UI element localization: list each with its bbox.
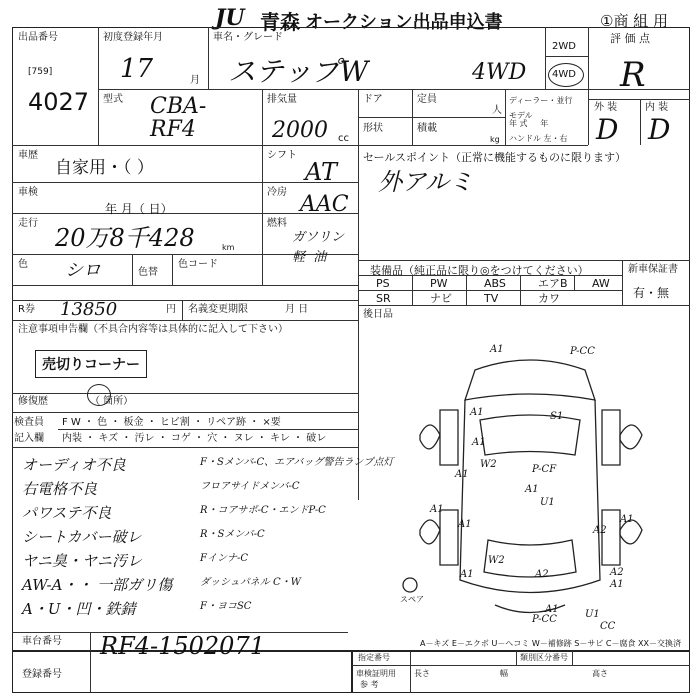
person-label: 人 xyxy=(492,105,502,116)
damage-mark: W2 xyxy=(480,459,497,470)
mileage-value: 20万8千428 xyxy=(55,224,195,252)
lot-code: [759] xyxy=(28,67,53,77)
note-right-item: Fインナ-C xyxy=(200,553,248,564)
warranty-options: 有・無 xyxy=(633,286,670,300)
color-change-label: 色替 xyxy=(138,267,158,278)
equipment-item: エアB xyxy=(538,277,568,290)
inspection-label: 車検 xyxy=(18,187,38,198)
damage-mark: A1 xyxy=(472,437,486,448)
note-right-item: R・コアサポ-C・エンドP-C xyxy=(200,505,326,516)
height-label: 高さ xyxy=(592,669,608,678)
color-code-label: 色コード xyxy=(178,259,218,270)
reg-no-label: 登録番号 xyxy=(22,669,62,680)
fw-row: F W ・ 色 ・ 板金 ・ ヒビ割 ・ リペア跡 ・ ×要 xyxy=(62,417,281,428)
model-year-label: モデル 年 式 年 xyxy=(509,111,549,128)
exterior-value: D xyxy=(596,113,619,146)
km-label: km xyxy=(222,243,235,252)
r-ticket-label: R券 xyxy=(18,304,35,315)
damage-mark: S1 xyxy=(550,411,564,422)
after-date-label: 後日品 xyxy=(363,309,393,320)
doors-label: ドア xyxy=(363,94,383,105)
entry-label: 記入欄 xyxy=(14,433,44,444)
rating-value: R xyxy=(620,55,646,95)
inspection-date-label: 年 月（ 日） xyxy=(105,202,173,216)
spare-label: スペア xyxy=(400,595,424,604)
ac-label: 冷房 xyxy=(267,187,287,198)
kg-label: kg xyxy=(490,135,500,144)
equipment-item: PS xyxy=(376,277,390,290)
plate-label: 車台番号 xyxy=(22,636,62,647)
equipment-item: TV xyxy=(484,292,499,305)
sales-point-value: 外アルミ xyxy=(378,168,474,196)
repair-circle xyxy=(87,384,111,406)
car-name-label: 車名・グレード xyxy=(213,32,283,43)
rating-label: 評 価 点 xyxy=(610,32,650,45)
cat-no-label: 指定番号 xyxy=(358,653,390,662)
wd4-label: 4WD xyxy=(552,69,576,80)
note-left-item: パワステ不良 xyxy=(22,504,112,522)
width-label: 幅 xyxy=(500,669,508,678)
damage-mark: A1 xyxy=(525,484,539,495)
damage-mark: U1 xyxy=(540,497,555,508)
note-left-item: 右電格不良 xyxy=(22,480,98,498)
class-no-label: 類別区分番号 xyxy=(520,653,568,662)
fuel-label: 燃料 xyxy=(267,218,287,229)
damage-mark: A1 xyxy=(458,519,472,530)
exterior-label: 外 装 xyxy=(594,102,618,113)
fuel-value: ガソリン 軽 油 xyxy=(292,230,345,265)
equipment-label: 装備品（純正品に限り◎をつけてください） xyxy=(370,264,589,277)
color-label: 色 xyxy=(18,259,28,270)
equipment-item: PW xyxy=(430,277,448,290)
yen-label: 円 xyxy=(166,304,176,315)
equipment-item: SR xyxy=(376,292,391,305)
damage-mark: A2 xyxy=(535,569,549,580)
damage-mark: A1 xyxy=(490,344,504,355)
damage-legend: A－キズ E－エクボ U－ヘコミ W－補修跡 S－サビ C－腐食 XX－交換済 xyxy=(420,639,682,648)
drive-value: 4WD xyxy=(472,60,527,85)
repair-places-label: （ 箇所） xyxy=(90,396,134,407)
shape-label: 形状 xyxy=(363,123,383,134)
damage-mark: A1 xyxy=(620,514,634,525)
history-label: 車歴 xyxy=(18,150,38,161)
first-reg-month-label: 月 xyxy=(190,75,200,86)
dealer-label: ディーラー・並行 xyxy=(509,96,573,105)
equipment-item: AW xyxy=(592,277,610,290)
plate-value: RF4-1502071 xyxy=(100,632,265,660)
damage-mark: A2 xyxy=(610,567,624,578)
equipment-item: カワ xyxy=(538,292,560,305)
name-change-label: 名義変更期限 xyxy=(188,304,248,315)
note-right-item: F・ヨコSC xyxy=(200,601,252,612)
sales-point-label: セールスポイント（正常に機能するものに限ります） xyxy=(363,151,627,164)
car-name-value: ステップW xyxy=(228,55,369,88)
history-value: 自家用・（ ） xyxy=(55,158,154,178)
displacement-value: 2000 xyxy=(272,118,328,143)
interior-row: 内装 ・ キズ ・ 汚レ ・ コゲ ・ 穴 ・ ヌレ ・ キレ ・ 破レ xyxy=(62,433,327,444)
name-change-md-label: 月 日 xyxy=(285,304,309,315)
damage-mark: U1 xyxy=(585,609,600,620)
damage-mark: W2 xyxy=(488,555,505,566)
capacity-label: 定員 xyxy=(417,94,437,105)
wd4-circle xyxy=(548,63,584,87)
mileage-label: 走行 xyxy=(18,218,38,229)
damage-mark: A1 xyxy=(470,407,484,418)
damage-mark: A1 xyxy=(430,504,444,515)
note-right-item: ダッシュパネル C・W xyxy=(200,577,301,588)
damage-mark: P-CC xyxy=(532,614,557,625)
r-ticket-value: 13850 xyxy=(60,299,118,320)
ac-value: AAC xyxy=(300,192,349,217)
form-type: ①商 組 用 xyxy=(600,12,668,30)
damage-mark: P-CF xyxy=(532,464,557,475)
note-left-item: オーディオ不良 xyxy=(22,456,126,474)
sale-stamp: 売切りコーナー xyxy=(35,350,147,378)
note-left-item: シートカバー破レ xyxy=(22,528,142,546)
model-label: 型式 xyxy=(103,94,123,105)
ju-logo: JU xyxy=(215,5,245,31)
length-label: 長さ xyxy=(414,669,430,678)
interior-label: 内 装 xyxy=(645,102,669,113)
shift-value: AT xyxy=(305,158,338,186)
load-label: 積載 xyxy=(417,123,437,134)
note-right-item: F・Sメンバ-C、エアバッグ警告ランプ点灯 xyxy=(200,457,394,468)
note-right-item: R・Sメンバ-C xyxy=(200,529,265,540)
displacement-label: 排気量 xyxy=(267,94,297,105)
damage-mark: A1 xyxy=(455,469,469,480)
inspector-label: 検査員 xyxy=(14,417,44,428)
notes-label: 注意事項申告欄（不具合内容等は具体的に記入して下さい） xyxy=(18,324,288,335)
first-reg-label: 初度登録年月 xyxy=(103,32,163,43)
note-left-item: A・U・凹・鉄錆 xyxy=(22,600,136,618)
cert-ref-label: 参 考 xyxy=(360,680,379,689)
wd2-label: 2WD xyxy=(552,41,576,52)
cc-label: cc xyxy=(338,133,349,144)
model-value: CBA- RF4 xyxy=(150,94,207,143)
form-title: オークション出品申込書 xyxy=(305,12,503,33)
handle-label: ハンドル 左・右 xyxy=(509,134,568,143)
first-reg-year: 17 xyxy=(120,54,154,84)
lot-no-label: 出品番号 xyxy=(18,32,58,43)
damage-mark: A1 xyxy=(610,579,624,590)
note-left-item: ヤニ臭・ヤニ汚レ xyxy=(22,552,143,570)
color-value: シロ xyxy=(65,260,101,281)
lot-number: 4027 xyxy=(28,88,90,116)
warranty-label: 新車保証書 xyxy=(628,264,678,275)
damage-mark: A1 xyxy=(460,569,474,580)
damage-mark: P-CC xyxy=(570,346,595,357)
repair-history-label: 修復歴 xyxy=(18,396,48,407)
damage-mark: A1 xyxy=(545,604,559,615)
equipment-item: ナビ xyxy=(430,292,452,305)
org-name: 青森 xyxy=(260,10,300,34)
note-left-item: AW-A・・ 一部ガリ傷 xyxy=(22,576,173,594)
damage-mark: A2 xyxy=(593,525,607,536)
note-right-item: フロアサイドメンバ-C xyxy=(200,481,300,492)
damage-mark: CC xyxy=(600,621,616,632)
equipment-item: ABS xyxy=(484,277,506,290)
interior-value: D xyxy=(648,113,671,146)
shift-label: シフト xyxy=(267,150,297,161)
cert-label: 車検証明用 xyxy=(356,669,396,678)
